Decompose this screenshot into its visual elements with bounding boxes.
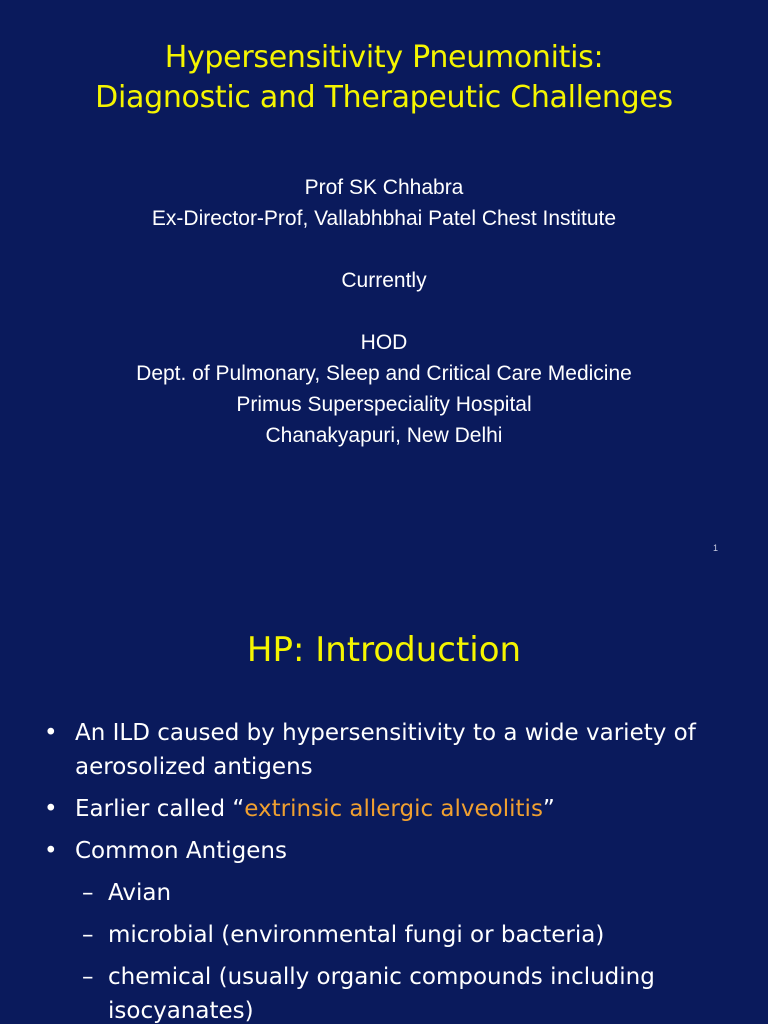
- sub-list-item: [0, 918, 768, 952]
- bullet-icon: •: [44, 796, 58, 822]
- author-former-role: Ex-Director-Prof, Vallabhbhai Patel Chest Institute: [151, 207, 617, 230]
- author-block: [0, 172, 768, 451]
- title-line-1: Hypersensitivity Pneumonitis:: [164, 40, 604, 75]
- slide-title: [0, 38, 768, 118]
- bullet-text-suffix: ”: [542, 796, 555, 822]
- spacer: [0, 296, 768, 327]
- page-number: 1: [713, 543, 719, 553]
- author-currently-label: Currently: [341, 269, 427, 292]
- dash-icon: –: [82, 922, 94, 948]
- author-current-role: HOD: [360, 331, 408, 354]
- title-line-2: Diagnostic and Therapeutic Challenges: [95, 80, 673, 115]
- list-item: [0, 834, 768, 868]
- sub-item-text: chemical (usually organic compounds including isocyanates): [108, 964, 655, 1024]
- sub-item-text: Avian: [108, 880, 172, 906]
- spacer: [0, 234, 768, 265]
- dash-icon: –: [82, 880, 94, 906]
- bullet-text: An ILD caused by hypersensitivity to a wide variety of aerosolized antigens: [75, 720, 696, 780]
- dash-icon: –: [82, 964, 94, 990]
- slide-2: [0, 578, 768, 1024]
- bullet-text-prefix: Earlier called “: [75, 796, 245, 822]
- highlighted-term: extrinsic allergic alveolitis: [244, 796, 543, 822]
- sub-list-item: [0, 876, 768, 910]
- list-item: [0, 716, 768, 784]
- sub-list-item: [0, 960, 768, 1024]
- bullet-text: Common Antigens: [75, 838, 287, 864]
- list-item: [0, 792, 768, 826]
- author-hospital: Primus Superspeciality Hospital: [236, 393, 532, 416]
- author-department: Dept. of Pulmonary, Sleep and Critical Care Medicine: [136, 362, 632, 385]
- bullet-icon: •: [44, 838, 58, 864]
- slide-title: HP: Introduction: [246, 630, 522, 670]
- author-location: Chanakyapuri, New Delhi: [265, 424, 503, 447]
- sub-item-text: microbial (environmental fungi or bacteria): [108, 922, 605, 948]
- bullet-icon: •: [44, 720, 58, 746]
- bullet-list: [0, 716, 768, 1024]
- author-name: Prof SK Chhabra: [304, 176, 464, 199]
